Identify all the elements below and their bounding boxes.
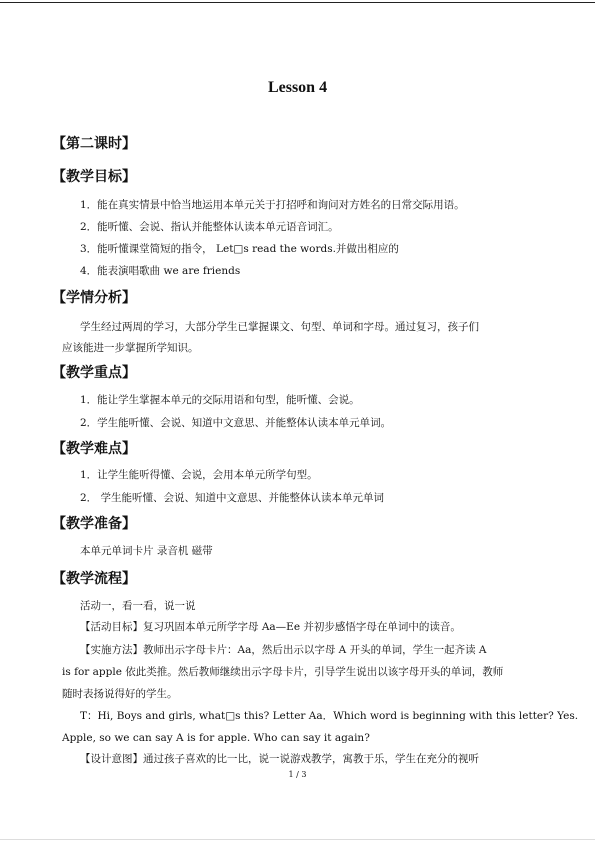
goal-item-4: 4．能表演唱歌曲 we are friends bbox=[80, 265, 241, 277]
top-rule bbox=[0, 2, 595, 3]
process-line-5: 随时表扬说得好的学生。 bbox=[62, 688, 178, 700]
section-goals-heading: 【教学目标】 bbox=[52, 169, 136, 185]
analysis-line-2: 应该能进一步掌握所学知识。 bbox=[62, 342, 199, 354]
difficulty-item-2: 2． 学生能听懂、会说、知道中文意思、并能整体认读本单元单词 bbox=[80, 492, 385, 504]
process-line-4: is for apple 依此类推。然后教师继续出示字母卡片，引导学生说出以该字母开头的单词，教师 bbox=[62, 666, 504, 678]
analysis-line-1: 学生经过两周的学习，大部分学生已掌握课文、句型、单词和字母。通过复习，孩子们 bbox=[80, 321, 479, 333]
process-line-7: Apple, so we can say A is for apple. Who can say it again? bbox=[62, 732, 370, 744]
process-line-1: 活动一，看一看，说一说 bbox=[80, 600, 196, 612]
process-line-8: 【设计意图】通过孩子喜欢的比一比，说一说游戏教学，寓教于乐，学生在充分的视听 bbox=[80, 753, 479, 765]
goal-item-2: 2．能听懂、会说、指认并能整体认读本单元语音词汇。 bbox=[80, 221, 339, 233]
preparation-text: 本单元单词卡片 录音机 磁带 bbox=[80, 545, 213, 557]
page-number: 1 / 3 bbox=[288, 770, 307, 779]
section-period-heading: 【第二课时】 bbox=[52, 136, 136, 152]
goal-item-1: 1．能在真实情景中恰当地运用本单元关于打招呼和询问对方姓名的日常交际用语。 bbox=[80, 199, 465, 211]
section-difficulties-heading: 【教学难点】 bbox=[52, 441, 136, 457]
keypoint-item-1: 1．能让学生掌握本单元的交际用语和句型，能听懂、会说。 bbox=[80, 394, 360, 406]
section-keypoints-heading: 【教学重点】 bbox=[52, 365, 136, 381]
process-line-6: T：Hi, Boys and girls, what□s this? Letter Aa．Which word is beginning with this letter? Yes. bbox=[80, 710, 579, 722]
page-title: Lesson 4 bbox=[267, 79, 328, 96]
difficulty-item-1: 1．让学生能听得懂、会说，会用本单元所学句型。 bbox=[80, 469, 318, 481]
section-preparation-heading: 【教学准备】 bbox=[52, 516, 136, 532]
goal-item-3: 3．能听懂课堂简短的指令， Let□s read the words.并做出相应的 bbox=[80, 243, 399, 255]
process-line-3: 【实施方法】教师出示字母卡片：Aa，然后出示以字母 A 开头的单词，学生一起齐读 A bbox=[80, 644, 487, 656]
process-line-2: 【活动目标】复习巩固本单元所学字母 Aa—Ee 并初步感悟字母在单词中的读音。 bbox=[80, 621, 461, 633]
keypoint-item-2: 2．学生能听懂、会说、知道中文意思、并能整体认读本单元单词。 bbox=[80, 417, 392, 429]
section-analysis-heading: 【学情分析】 bbox=[52, 290, 136, 306]
bottom-rule bbox=[0, 839, 595, 840]
section-process-heading: 【教学流程】 bbox=[52, 571, 136, 587]
